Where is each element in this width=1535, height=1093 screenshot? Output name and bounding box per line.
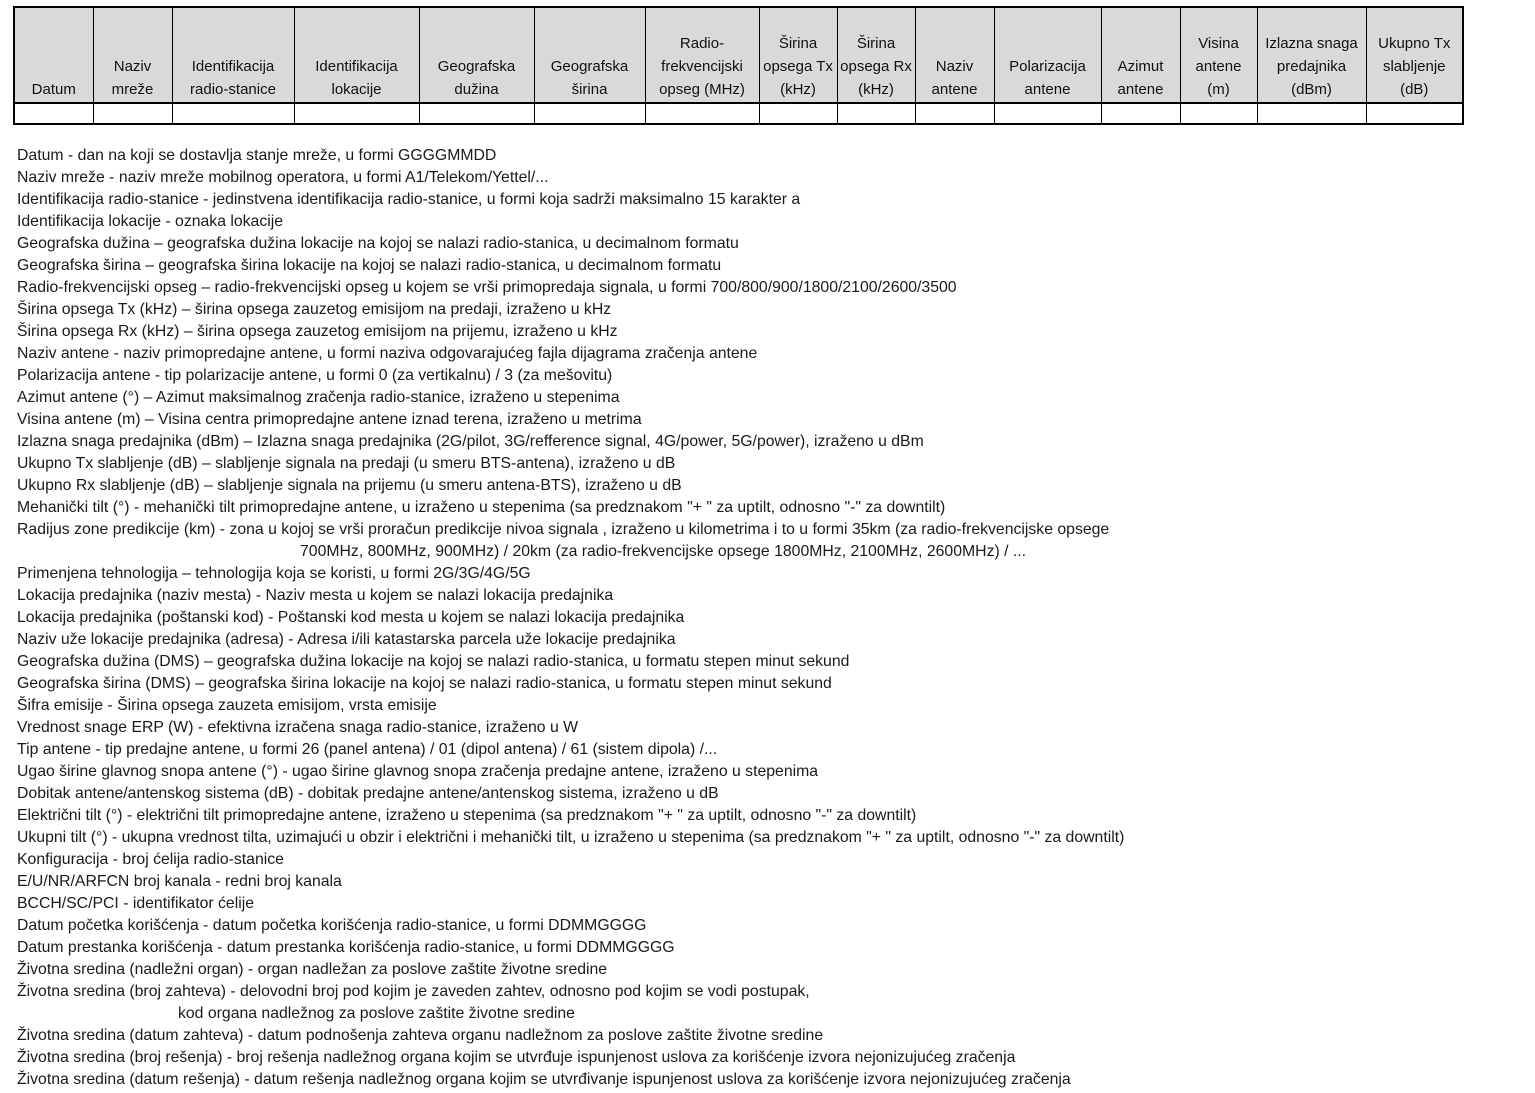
table-cell[interactable]: [915, 103, 994, 124]
definition-naziv-antene: Naziv antene - naziv primopredajne antene, u formi naziva odgovarajućeg fajla dijagrama zračenja antene: [17, 345, 758, 362]
definition-vrednost-snage-erp: Vrednost snage ERP (W) - efektivna izračena snaga radio-stanice, izraženo u W: [17, 719, 579, 736]
header-izlazna-snaga-predajnika[interactable]: Izlazna snaga predajnika (dBm): [1257, 7, 1366, 103]
header-visina-antene[interactable]: Visina antene (m): [1180, 7, 1257, 103]
definition-visina-antene: Visina antene (m) – Visina centra primopredajne antene iznad terena, izraženo u metrima: [17, 411, 642, 428]
definition-lokacija-postanski-kod: Lokacija predajnika (poštanski kod) - Poštanski kod mesta u kojem se nalazi lokacija predajnika: [17, 609, 685, 626]
definition-primenjena-tehnologija: Primenjena tehnologija – tehnologija koja se koristi, u formi 2G/3G/4G/5G: [17, 565, 531, 582]
definition-identifikator-celije: BCCH/SC/PCI - identifikator ćelije: [17, 895, 255, 912]
header-naziv-antene[interactable]: Naziv antene: [915, 7, 994, 103]
definition-identifikacija-radio-stanice: Identifikacija radio-stanice - jedinstvena identifikacija radio-stanice, u formi koja sadrži maksimalno 15 karakter a: [17, 191, 801, 208]
definition-naziv-uze-lokacije: Naziv uže lokacije predajnika (adresa) - Adresa i/ili katastarska parcela uže lokacije predajnika: [17, 631, 676, 648]
table-cell[interactable]: [1366, 103, 1463, 124]
table-cell[interactable]: [1180, 103, 1257, 124]
definition-geografska-sirina: Geografska širina – geografska širina lokacije na kojoj se nalazi radio-stanica, u decimalnom formatu: [17, 257, 722, 274]
header-identifikacija-radio-stanice[interactable]: Identifikacija radio-stanice: [172, 7, 294, 103]
definition-zivotna-sredina-broj-zahteva-continued: kod organa nadležnog za poslove zaštite životne sredine: [178, 1005, 575, 1022]
definition-mehanicki-tilt: Mehanički tilt (°) - mehanički tilt primopredajne antene, u izraženo u stepenima (sa predznakom "+ " za uptilt, odnosno "-" za downtilt): [17, 499, 946, 516]
definition-datum-pocetka: Datum početka korišćenja - datum početka korišćenja radio-stanice, u formi DDMMGGGG: [17, 917, 647, 934]
header-sirina-opsega-rx[interactable]: Širina opsega Rx (kHz): [837, 7, 915, 103]
definition-ukupno-rx-slabljenje: Ukupno Rx slabljenje (dB) – slabljenje signala na prijemu (u smeru antena-BTS), izraženo u dB: [17, 477, 682, 494]
table-cell[interactable]: [14, 103, 93, 124]
table-cell[interactable]: [294, 103, 419, 124]
definition-identifikacija-lokacije: Identifikacija lokacije - oznaka lokacije: [17, 213, 284, 230]
definition-zivotna-sredina-broj-zahteva: Životna sredina (broj zahteva) - delovodni broj pod kojim je zaveden zahtev, odnosno pod kojim se vodi postupak,: [17, 983, 810, 1000]
table-header-row: [14, 7, 1463, 103]
table-cell[interactable]: [93, 103, 172, 124]
definition-zivotna-sredina-datum-resenja: Životna sredina (datum rešenja) - datum rešenja nadležnog organa kojim se utvrđivanje ispunjenost uslova za korišćenje izvora nejonizujućeg zračenja: [17, 1071, 1071, 1088]
definition-datum-prestanka: Datum prestanka korišćenja - datum prestanka korišćenja radio-stanice, u formi DDMMGGGG: [17, 939, 675, 956]
table-cell[interactable]: [172, 103, 294, 124]
definition-geografska-sirina-dms: Geografska širina (DMS) – geografska širina lokacije na kojoj se nalazi radio-stanica, u formatu stepen minut sekund: [17, 675, 832, 692]
header-radio-frekvencijski-opseg[interactable]: Radio- frekvencijski opseg (MHz): [645, 7, 759, 103]
header-identifikacija-lokacije[interactable]: Identifikacija lokacije: [294, 7, 419, 103]
definition-radijus-zone-predikcije-continued: 700MHz, 800MHz, 900MHz) / 20km (za radio-frekvencijske opsege 1800MHz, 2100MHz, 2600MHz) / ...: [300, 543, 1027, 560]
definition-ukupno-tx-slabljenje: Ukupno Tx slabljenje (dB) – slabljenje signala na predaji (u smeru BTS-antena), izraženo u dB: [17, 455, 676, 472]
definition-konfiguracija: Konfiguracija - broj ćelija radio-stanice: [17, 851, 284, 868]
definitions-list: [17, 145, 1517, 1091]
header-naziv-mreze[interactable]: Naziv mreže: [93, 7, 172, 103]
table-cell[interactable]: [1257, 103, 1366, 124]
definition-sirina-opsega-rx: Širina opsega Rx (kHz) – širina opsega zauzetog emisijom na prijemu, izraženo u kHz: [17, 323, 618, 340]
table-cell[interactable]: [1101, 103, 1180, 124]
header-polarizacija-antene[interactable]: Polarizacija antene: [994, 7, 1101, 103]
definition-ugao-sirine-snopa: Ugao širine glavnog snopa antene (°) - ugao širine glavnog snopa zračenja predajne antene, izraženo u stepenima: [17, 763, 819, 780]
definition-geografska-duzina: Geografska dužina – geografska dužina lokacije na kojoj se nalazi radio-stanica, u decimalnom formatu: [17, 235, 739, 252]
definition-broj-kanala: E/U/NR/ARFCN broj kanala - redni broj kanala: [17, 873, 342, 890]
header-geografska-sirina[interactable]: Geografska širina: [534, 7, 645, 103]
table-cell[interactable]: [534, 103, 645, 124]
definition-radio-frekvencijski-opseg: Radio-frekvencijski opseg – radio-frekvencijski opseg u kojem se vrši primopredaja signala, u formi 700/800/900/1800/2100/2600/3500: [17, 279, 957, 296]
definition-radijus-zone-predikcije: Radijus zone predikcije (km) - zona u kojoj se vrši proračun predikcije nivoa signala , izraženo u kilometrima i to u formi 35km (za radio-frekvencijske opsege: [17, 521, 1110, 538]
definition-dobitak-antene: Dobitak antene/antenskog sistema (dB) - dobitak predajne antene/antenskog sistema, izraženo u dB: [17, 785, 719, 802]
definition-izlazna-snaga-predajnika: Izlazna snaga predajnika (dBm) – Izlazna snaga predajnika (2G/pilot, 3G/refference signal, 4G/power, 5G/power), izraženo u dBm: [17, 433, 924, 450]
definition-elektricni-tilt: Električni tilt (°) - električni tilt primopredajne antene, izraženo u stepenima (sa predznakom "+ " za uptilt, odnosno "-" za downtilt): [17, 807, 917, 824]
header-datum[interactable]: Datum: [14, 7, 93, 103]
definition-datum: Datum - dan na koji se dostavlja stanje mreže, u formi GGGGMMDD: [17, 147, 497, 164]
table-cell[interactable]: [994, 103, 1101, 124]
network-data-table: [13, 6, 1464, 125]
header-ukupno-tx-slabljenje[interactable]: Ukupno Tx slabljenje (dB): [1366, 7, 1463, 103]
definition-ukupni-tilt: Ukupni tilt (°) - ukupna vrednost tilta, uzimajući u obzir i električni i mehanički tilt, u izraženo u stepenima (sa predznakom "+ " za uptilt, odnosno "-" za downtilt): [17, 829, 1125, 846]
header-sirina-opsega-tx[interactable]: Širina opsega Tx (kHz): [759, 7, 837, 103]
definition-zivotna-sredina-datum-zahteva: Životna sredina (datum zahteva) - datum podnošenja zahteva organu nadležnom za poslove zaštite životne sredine: [17, 1027, 824, 1044]
header-geografska-duzina[interactable]: Geografska dužina: [419, 7, 534, 103]
definition-tip-antene: Tip antene - tip predajne antene, u formi 26 (panel antena) / 01 (dipol antena) / 61 (sistem dipola) /...: [17, 741, 718, 758]
definition-lokacija-naziv-mesta: Lokacija predajnika (naziv mesta) - Naziv mesta u kojem se nalazi lokacija predajnika: [17, 587, 614, 604]
header-azimut-antene[interactable]: Azimut antene: [1101, 7, 1180, 103]
definition-zivotna-sredina-organ: Životna sredina (nadležni organ) - organ nadležan za poslove zaštite životne sredine: [17, 961, 608, 978]
definition-zivotna-sredina-broj-resenja: Životna sredina (broj rešenja) - broj rešenja nadležnog organa kojim se utvrđuje ispunjenost uslova za korišćenje izvora nejonizujućeg zračenja: [17, 1049, 1016, 1066]
definition-polarizacija-antene: Polarizacija antene - tip polarizacije antene, u formi 0 (za vertikalnu) / 3 (za mešovitu): [17, 367, 613, 384]
table-cell[interactable]: [759, 103, 837, 124]
definition-sirina-opsega-tx: Širina opsega Tx (kHz) – širina opsega zauzetog emisijom na predaji, izraženo u kHz: [17, 301, 612, 318]
table-row: [14, 103, 1463, 124]
table-cell[interactable]: [645, 103, 759, 124]
definition-azimut-antene: Azimut antene (°) – Azimut maksimalnog zračenja radio-stanice, izraženo u stepenima: [17, 389, 620, 406]
table-cell[interactable]: [837, 103, 915, 124]
table-cell[interactable]: [419, 103, 534, 124]
definition-sifra-emisije: Šifra emisije - Širina opsega zauzeta emisijom, vrsta emisije: [17, 697, 437, 714]
definition-geografska-duzina-dms: Geografska dužina (DMS) – geografska dužina lokacije na kojoj se nalazi radio-stanica, u formatu stepen minut sekund: [17, 653, 850, 670]
definition-naziv-mreze: Naziv mreže - naziv mreže mobilnog operatora, u formi A1/Telekom/Yettel/...: [17, 169, 549, 186]
